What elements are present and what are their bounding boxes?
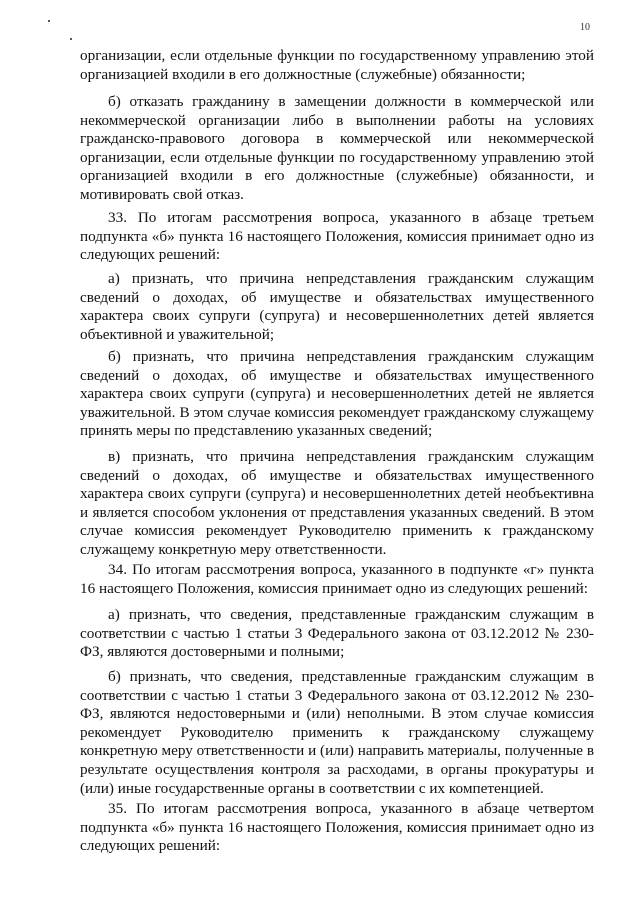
paragraph-32b: б) отказать гражданину в замещении должности в коммерческой или некоммерческой организации либо в выполнении работы на условиях гражданско-правового договора в коммерческой или некоммерческой организации, если отдельные функции по государственному управлению этой организацией входили в его должностные (служебные) обязанности, и мотивировать свой отказ.	[80, 93, 594, 203]
paragraph-33v: в) признать, что причина непредставления гражданским служащим сведений о доходах, об имуществе и обязательствах имущественного характера своих супруги (супруга) и несовершеннолетних детей необъективна и является способом уклонения от представления указанных сведений. В этом случае комиссия рекомендует Руководителю применить к гражданскому служащему конкретную меру ответственности.	[80, 448, 594, 558]
scan-speck	[70, 38, 72, 40]
paragraph-33: 33. По итогам рассмотрения вопроса, указанного в абзаце третьем подпункта «б» пункта 16 настоящего Положения, комиссия принимает одно из следующих решений:	[80, 209, 594, 264]
paragraph-35: 35. По итогам рассмотрения вопроса, указанного в абзаце четвертом подпункта «б» пункта 16 настоящего Положения, комиссия принимает одно из следующих решений:	[80, 800, 594, 855]
paragraph-continuation: организации, если отдельные функции по государственному управлению этой организацией входили в его должностные (служебные) обязанности;	[80, 47, 594, 83]
paragraph-33b: б) признать, что причина непредставления гражданским служащим сведений о доходах, об имуществе и обязательствах имущественного характера своих супруги (супруга) и несовершеннолетних детей не является уважительной. В этом случае комиссия рекомендует гражданскому служащему принять меры по представлению указанных сведений;	[80, 348, 594, 440]
scan-speck	[48, 20, 50, 22]
page-number: 10	[580, 22, 590, 33]
paragraph-34a: а) признать, что сведения, представленные гражданским служащим в соответствии с частью 1 статьи 3 Федерального закона от 03.12.2012 № 230-ФЗ, являются достоверными и полными;	[80, 606, 594, 661]
paragraph-33a: а) признать, что причина непредставления гражданским служащим сведений о доходах, об имуществе и обязательствах имущественного характера своих супруги (супруга) и несовершеннолетних детей является объективной и уважительной;	[80, 270, 594, 343]
paragraph-34b: б) признать, что сведения, представленные гражданским служащим в соответствии с частью 1 статьи 3 Федерального закона от 03.12.2012 № 230-ФЗ, являются недостоверными и (или) неполными. В этом случае комиссия рекомендует Руководителю применить к гражданскому служащему конкретную меру ответственности и (или) направить материалы, полученные в результате осуществления контроля за расходами, в органы прокуратуры и (или) иные государственные органы в соответствии с их компетенцией.	[80, 668, 594, 797]
paragraph-34: 34. По итогам рассмотрения вопроса, указанного в подпункте «г» пункта 16 настоящего Положения, комиссия принимает одно из следующих решений:	[80, 561, 594, 597]
